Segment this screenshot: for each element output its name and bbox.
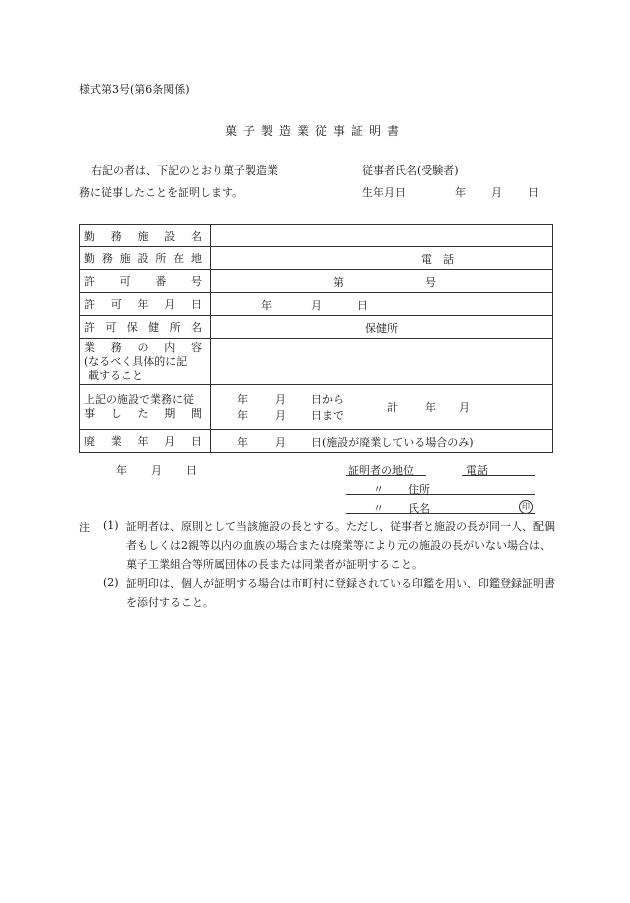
note-2-text: 証明印は、個人が証明する場合は市町村に登録されている印鑑を用い、印鑑登録証明書を添付すること。 <box>126 577 555 609</box>
worker-name-label: 従事者氏名(受験者) <box>362 164 459 177</box>
sign-date-year: 年 <box>116 464 127 477</box>
phone-label: 電 話 <box>421 253 454 266</box>
permit-date-month: 月 <box>311 299 322 312</box>
certifier-phone-label: 電話 <box>466 464 488 477</box>
row-health-center <box>80 316 553 339</box>
dob-year: 年 <box>455 186 466 199</box>
row-duties <box>80 339 553 385</box>
health-center-label <box>84 319 202 335</box>
facility-address-label-char: 施 <box>119 252 131 265</box>
certifier-name-label: 氏名 <box>408 502 430 515</box>
permit-date-day: 日 <box>357 299 368 312</box>
closure-label-char: 廃 <box>84 435 95 448</box>
facility-address-label-char: 設 <box>137 252 149 265</box>
duties-label-1-char: 務 <box>110 340 122 354</box>
closure-value[interactable] <box>211 430 553 453</box>
dob-label: 生年月日 <box>362 186 406 199</box>
closure-day-note: 日(施設が廃業している場合のみ) <box>311 436 474 449</box>
period-to-month: 月 <box>275 409 286 422</box>
health-center-label-char: 可 <box>105 321 117 334</box>
period-label-cell <box>80 385 211 430</box>
form-number: 様式第3号(第6条関係) <box>79 83 190 96</box>
row-permit-date <box>80 293 553 316</box>
row-facility-address <box>80 247 553 270</box>
closure-label-char: 年 <box>137 435 149 448</box>
sign-date-month: 月 <box>151 464 162 477</box>
closure-label-char: 月 <box>164 435 176 448</box>
health-center-label-char: 健 <box>148 321 160 334</box>
duties-label-cell <box>80 339 211 385</box>
intro-line-1: 右記の者は、下記のとおり菓子製造業 <box>91 164 278 177</box>
row-facility-name <box>80 225 553 247</box>
duties-label-1-char: 業 <box>84 340 95 354</box>
document-title: 菓子製造業従事証明書 <box>224 124 405 138</box>
note-2-number: (2) <box>103 576 119 589</box>
dob-month: 月 <box>491 186 502 199</box>
permit-go: 号 <box>425 276 436 289</box>
period-to-year: 年 <box>237 409 248 422</box>
permit-date-year: 年 <box>261 299 272 312</box>
duties-label-2: (なるべく具体的に記 <box>84 354 188 368</box>
period-total-label: 計 <box>387 401 398 414</box>
duties-label-1-char: 内 <box>164 340 176 354</box>
health-center-label-char: 名 <box>190 321 202 334</box>
period-from-month: 月 <box>275 393 286 406</box>
closure-year: 年 <box>237 436 248 449</box>
ditto-mark-name: 〃 <box>373 502 384 515</box>
period-label-2-char: し <box>110 407 122 420</box>
certifier-position-label: 証明者の地位 <box>348 464 414 477</box>
seal-mark: 印 <box>519 500 533 514</box>
period-label-2-char: た <box>137 407 149 420</box>
duties-label-3: 載すること <box>88 368 143 382</box>
facility-name-label-char: 施 <box>137 229 149 243</box>
facility-address-label <box>84 250 202 266</box>
permit-date-value[interactable] <box>211 293 553 316</box>
health-center-label-char: 許 <box>84 321 95 334</box>
facility-address-label-cell <box>80 247 211 270</box>
closure-label-char: 業 <box>110 435 122 448</box>
closure-label <box>84 433 202 449</box>
facility-name-label <box>84 228 202 244</box>
permit-date-label-char: 可 <box>110 298 122 311</box>
row-permit-number <box>80 270 553 293</box>
facility-name-label-char: 名 <box>191 229 202 243</box>
facility-name-label-cell <box>80 225 211 247</box>
period-total-year: 年 <box>425 401 436 414</box>
closure-month: 月 <box>275 436 286 449</box>
facility-address-label-char: 勤 <box>84 252 95 265</box>
ditto-mark-address: 〃 <box>373 483 384 496</box>
duties-label-1-char: 容 <box>191 340 202 354</box>
period-label-2-char: 事 <box>84 407 95 420</box>
period-value[interactable] <box>211 385 553 430</box>
period-label-2 <box>84 407 202 421</box>
period-to-day: 日まで <box>311 409 344 422</box>
closure-label-cell <box>80 430 211 453</box>
health-center-label-char: 所 <box>169 321 181 334</box>
permit-date-label-char: 日 <box>191 298 202 311</box>
certifier-name-line[interactable] <box>346 513 535 514</box>
intro-line-2: 務に従事したことを証明します。 <box>79 186 244 199</box>
duties-label-1-char: の <box>137 340 149 354</box>
duties-label-1 <box>84 341 202 355</box>
permit-number-label-char: 番 <box>155 275 167 288</box>
period-label-2-char: 間 <box>191 407 202 420</box>
sign-date-day: 日 <box>186 464 197 477</box>
health-center-value[interactable] <box>211 316 553 339</box>
period-from-day: 日から <box>311 393 344 406</box>
health-center-label-cell <box>80 316 211 339</box>
certifier-address-label: 住所 <box>408 483 430 496</box>
dob-day: 日 <box>528 186 539 199</box>
period-total-month: 月 <box>459 401 470 414</box>
duties-value[interactable] <box>211 339 553 385</box>
permit-number-label-char: 号 <box>190 275 202 288</box>
certifier-phone-line[interactable] <box>462 475 535 476</box>
period-label-1: 上記の施設で業務に従 <box>84 393 194 406</box>
facility-address-label-char: 務 <box>101 252 113 265</box>
facility-name-label-char: 務 <box>110 229 122 243</box>
permit-number-label-cell <box>80 270 211 293</box>
certifier-position-line[interactable] <box>346 475 426 476</box>
facility-name-label-char: 設 <box>164 229 176 243</box>
permit-date-label-char: 許 <box>84 298 95 311</box>
permit-date-label <box>84 296 202 312</box>
closure-label-char: 日 <box>191 435 202 448</box>
facility-name-label-char: 勤 <box>84 229 95 243</box>
permit-date-label-cell <box>80 293 211 316</box>
permit-number-label-char: 許 <box>84 275 95 288</box>
period-from-year: 年 <box>237 393 248 406</box>
permit-number-value[interactable] <box>211 270 553 293</box>
facility-address-label-char: 所 <box>155 252 167 265</box>
note-1-number: (1) <box>103 519 119 532</box>
health-center-label-char: 保 <box>126 321 138 334</box>
facility-address-label-char: 地 <box>190 252 202 265</box>
certifier-address-line[interactable] <box>346 494 535 495</box>
facility-address-label-char: 在 <box>173 252 185 265</box>
permit-dai: 第 <box>333 276 344 289</box>
period-label-2-char: 期 <box>164 407 176 420</box>
facility-name-value[interactable] <box>211 225 553 247</box>
permit-number-label-char: 可 <box>119 275 131 288</box>
employment-table <box>79 224 553 453</box>
facility-address-value[interactable] <box>211 247 553 270</box>
row-closure <box>80 430 553 453</box>
notes-heading: 注 <box>79 521 90 534</box>
note-1-text: 証明者は、原則として当該施設の長とする。ただし、従事者と施設の長が同一人、配偶者もしくは2親等以内の血族の場合または廃業等により元の施設の長がいない場合は、菓子工業組合等所属団体の長または同業者が証明すること。 <box>126 520 555 571</box>
permit-date-label-char: 年 <box>137 298 149 311</box>
permit-number-label <box>84 273 202 289</box>
permit-date-label-char: 月 <box>164 298 176 311</box>
row-period <box>80 385 553 430</box>
health-center-suffix: 保健所 <box>365 322 398 335</box>
